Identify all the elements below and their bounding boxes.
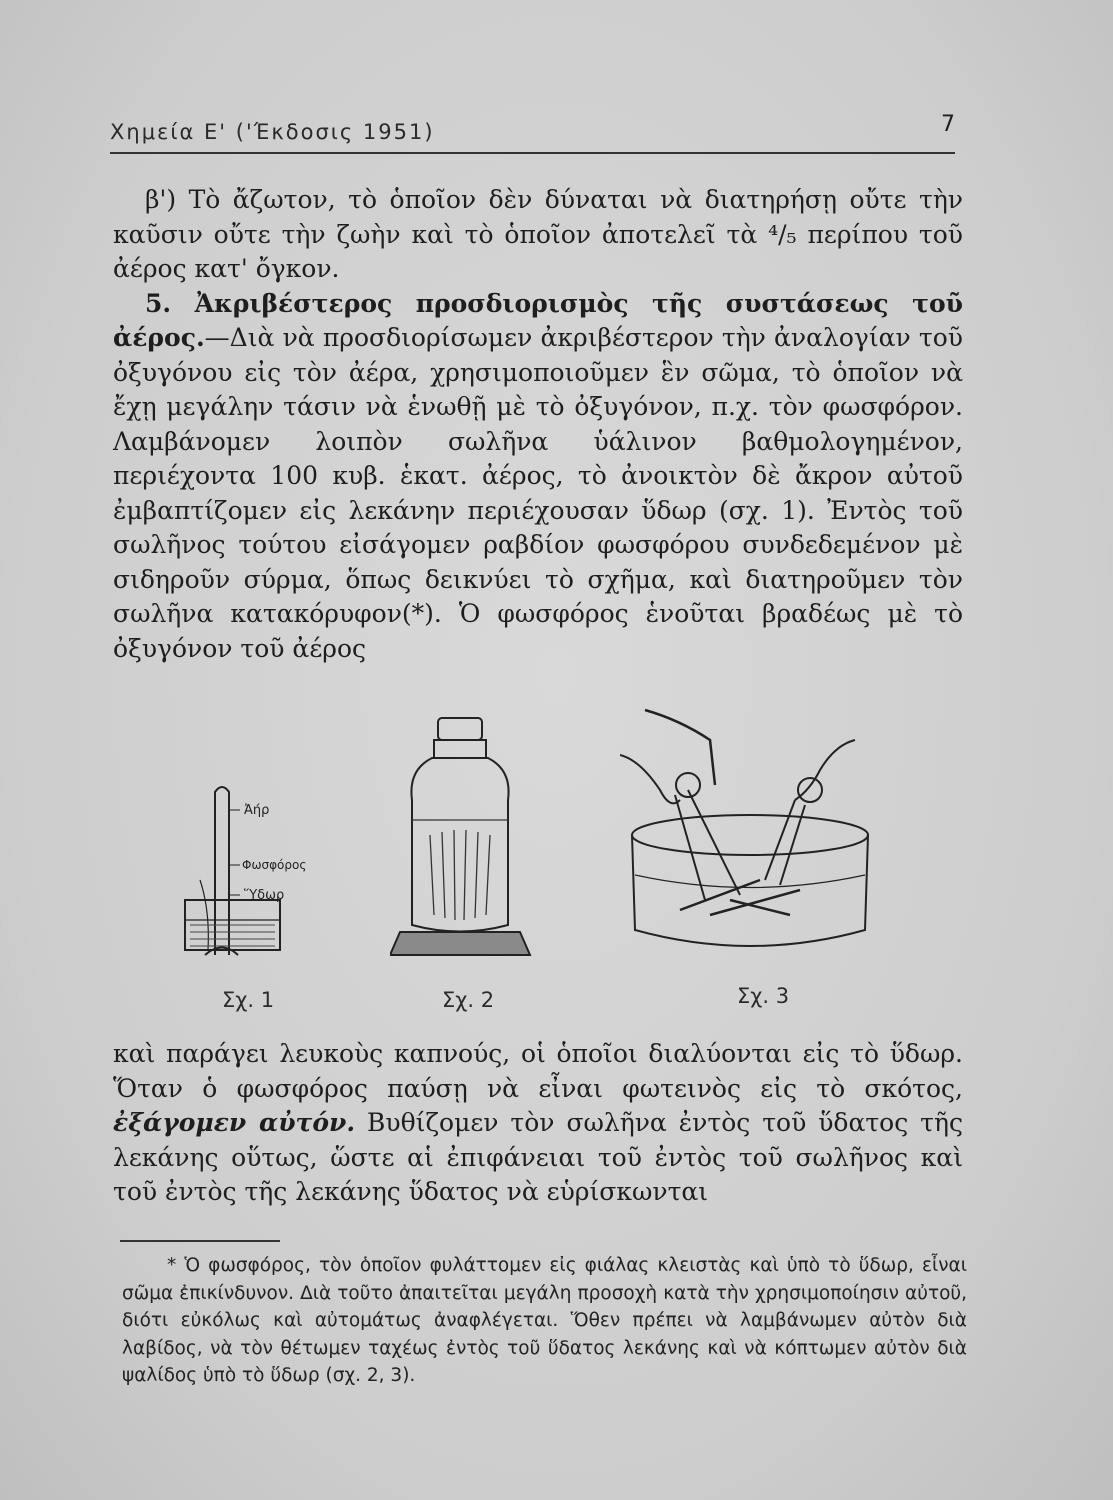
figure-3-caption: Σχ. 3 [737, 984, 790, 1008]
figure-2-caption: Σχ. 2 [442, 988, 495, 1012]
footnote [122, 1252, 967, 1390]
figures-row [160, 700, 920, 1020]
emphasis-extract: ἐξάγομεν αὐτόν. [113, 1108, 356, 1137]
section-heading: 5. Ἀκριβέστερος προσδιορισμὸς τῆς συστάσεως τοῦ ἀέρος. [113, 288, 963, 352]
paragraph-continued-b: Βυθίζομεν τὸν σωλῆνα ἐντὸς τοῦ ὕδατος τῆς λεκάνης οὕτως, ὥστε αἱ ἐπιφάνειαι τοῦ ἐντὸς τοῦ σωλῆνος καὶ τοῦ ἐντὸς τῆς λεκάνης ὕδατος νὰ εὑρίσκωνται [113, 1108, 963, 1206]
footnote-text: * Ὁ φωσφόρος, τὸν ὁποῖον φυλάττομεν εἰς φιάλας κλειστὰς καὶ ὑπὸ τὸ ὕδωρ, εἶναι σῶμα ἐπικίνδυνον. Διὰ τοῦτο ἀπαιτεῖται μεγάλη προσοχὴ κατὰ τὴν χρησιμοποίησιν αὐτοῦ, διότι εὐκόλως καὶ αὐτομάτως ἀναφλέγεται. Ὅθεν πρέπει νὰ λαμβάνωμεν αὐτὸν διὰ λαβίδος, νὰ τὸν θέτωμεν ταχέως ἐντὸς τοῦ ὕδατος λεκάνης καὶ νὰ κόπτωμεν αὐτὸν διὰ ψαλίδος ὑπὸ τὸ ὕδωρ (σχ. 2, 3). [122, 1255, 967, 1386]
figure-2-illustration [390, 710, 540, 960]
paragraph-continued [113, 1037, 963, 1210]
page-number: 7 [941, 112, 955, 137]
figure-1-caption: Σχ. 1 [222, 988, 275, 1012]
running-header [110, 112, 955, 152]
footnote-rule [120, 1240, 280, 1242]
paragraph-nitrogen: β') Τὸ ἄζωτον, τὸ ὁποῖον δὲν δύναται νὰ διατηρήσῃ οὔτε τὴν καῦσιν οὔτε τὴν ζωὴν καὶ τὸ ὁποῖον ἀποτελεῖ τὰ ⁴/₅ περίπου τοῦ ἀέρος κατ' ὄγκον. [113, 185, 963, 283]
section-body: —Διὰ νὰ προσδιορίσωμεν ἀκριβέστερον τὴν ἀναλογίαν τοῦ ὀξυγόνου εἰς τὸν ἀέρα, χρησιμοποιοῦμεν ἓν σῶμα, τὸ ὁποῖον νὰ ἔχῃ μεγάλην τάσιν νὰ ἑνωθῇ μὲ τὸ ὀξυγόνον, π.χ. τὸν φωσφόρον. Λαμβάνομεν λοιπὸν σωλῆνα ὑάλινον βαθμολογημένον, περιέχοντα 100 κυβ. ἑκατ. ἀέρος, τὸ ἀνοικτὸν δὲ ἄκρον αὐτοῦ ἐμβαπτίζομεν εἰς λεκάνην περιέχουσαν ὕδωρ (σχ. 1). Ἐντὸς τοῦ σωλῆνος τούτου εἰσάγομεν ραβδίον φωσφόρου συνδεδεμένον μὲ σιδηροῦν σύρμα, ὅπως δεικνύει τὸ σχῆμα, καὶ διατηροῦμεν τὸν σωλῆνα κατακόρυφον(*). Ὁ φωσφόρος ἑνοῦται βραδέως μὲ τὸ ὀξυγόνον τοῦ ἀέρος [113, 323, 963, 663]
figure-1-label-phosphorus: Φωσφόρος [242, 858, 307, 872]
figure-3-illustration [620, 700, 880, 970]
figure-1-label-air: Ἀήρ [244, 803, 270, 818]
header-rule [110, 152, 955, 154]
paragraph-section-5 [113, 287, 963, 667]
figure-1-label-water: Ὕδωρ [244, 888, 285, 903]
body-text-top [113, 183, 963, 666]
figure-1-illustration [160, 770, 340, 970]
paragraph-continued-a: καὶ παράγει λευκοὺς καπνούς, οἱ ὁποῖοι διαλύονται εἰς τὸ ὕδωρ. Ὅταν ὁ φωσφόρος παύσῃ νὰ εἶναι φωτεινὸς εἰς τὸ σκότος, [113, 1039, 963, 1103]
body-text-bottom [113, 1037, 963, 1210]
running-header-title: Χημεία Ε' ('Έκδοσις 1951) [110, 120, 435, 144]
